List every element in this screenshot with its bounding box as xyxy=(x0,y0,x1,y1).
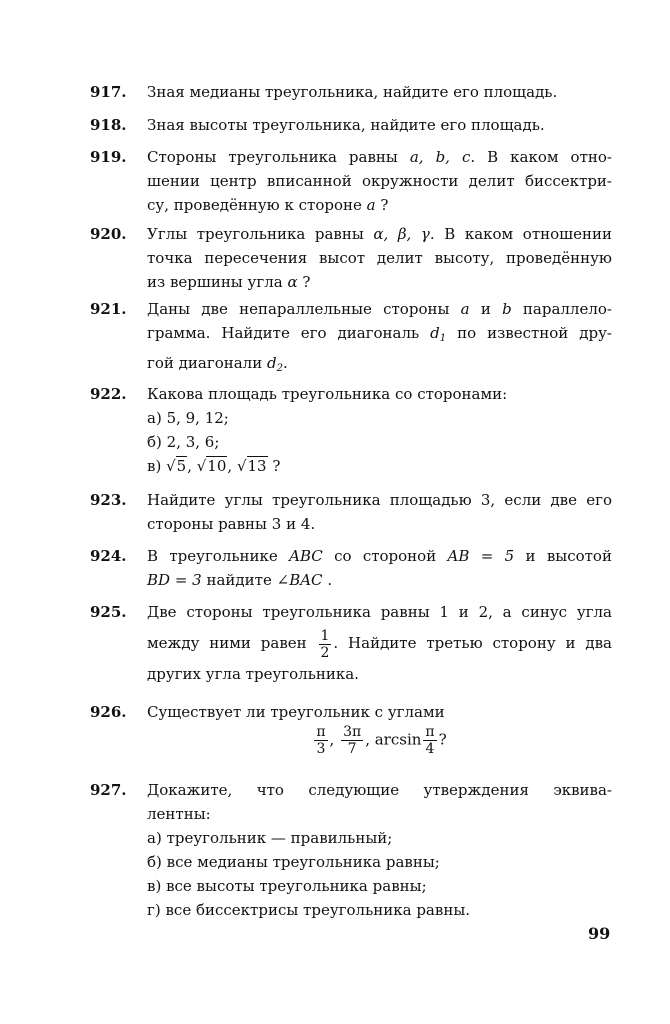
problem-text: Зная высоты треугольника, найдите его площадь. xyxy=(147,116,545,134)
text: су, проведённую к стороне xyxy=(147,196,362,214)
radicand: 10 xyxy=(207,457,227,475)
problem-number: 925. xyxy=(90,603,127,621)
problem-921 xyxy=(90,297,612,381)
problem-number: 921. xyxy=(90,300,127,318)
problem-925 xyxy=(90,600,612,686)
math-expr: ∠BAC xyxy=(276,571,323,589)
problem-text-line xyxy=(147,145,612,169)
problem-text-line xyxy=(147,544,612,568)
sub-item: г) все биссектрисы треугольника равны. xyxy=(147,901,471,919)
problem-926 xyxy=(90,700,612,757)
problem-922 xyxy=(90,382,612,478)
text: . Найдите третью сторону и два xyxy=(333,634,612,652)
problem-number: 919. xyxy=(90,148,127,166)
problem-text-line xyxy=(147,222,612,246)
problem-924 xyxy=(90,544,612,592)
problem-text-line: Две стороны треугольника равны 1 и 2, а синус угла xyxy=(147,603,612,621)
problem-text-line xyxy=(147,568,612,592)
text: найдите xyxy=(206,571,272,589)
problem-number: 918. xyxy=(90,116,127,134)
math-var: b xyxy=(502,300,512,318)
radicand: 13 xyxy=(247,457,267,475)
text: ? xyxy=(438,730,447,749)
text: В треугольнике xyxy=(147,547,278,565)
text: Стороны треугольника равны xyxy=(147,148,398,166)
problem-number: 923. xyxy=(90,491,127,509)
formula-line: $\frac{\pi}{3}$ , $\frac{3\pi}{7}$ , arcsin $\frac{\pi}{4}$ ? xyxy=(316,724,447,757)
page-number: 99 xyxy=(588,924,611,943)
text: гой диагонали xyxy=(147,354,263,372)
problem-917 xyxy=(90,80,612,104)
numerator: π xyxy=(425,724,435,740)
text: из вершины угла xyxy=(147,273,283,291)
problem-920 xyxy=(90,222,612,294)
sub-item: в) все высоты треугольника равны; xyxy=(147,877,427,895)
math-expr: AB = 5 xyxy=(447,547,515,565)
subscript: 1 xyxy=(439,333,447,344)
numerator: 1 xyxy=(320,627,330,644)
text: . В каком отношении xyxy=(429,225,612,243)
problem-text: Зная медианы треугольника, найдите его площадь. xyxy=(147,83,558,101)
problem-text-line: Найдите углы треугольника площадью 3, если две его xyxy=(147,491,612,509)
text: . xyxy=(327,571,333,589)
text: параллело- xyxy=(522,300,612,318)
problem-text-line xyxy=(147,193,612,217)
problem-text-line xyxy=(147,351,612,381)
sub-item: в) √5, √10, √13 ? xyxy=(147,457,281,475)
sub-item: б) 2, 3, 6; xyxy=(147,433,220,451)
math-var: a xyxy=(460,300,470,318)
fraction xyxy=(314,724,327,757)
math-var xyxy=(430,324,446,342)
problem-text-line: точка пересечения высот делит высоту, проведённую xyxy=(147,249,612,267)
problem-number: 926. xyxy=(90,703,127,721)
text: по известной дру- xyxy=(457,324,612,342)
problem-number: 917. xyxy=(90,83,127,101)
function-name: arcsin xyxy=(374,730,422,749)
fraction xyxy=(319,628,332,661)
denominator: 4 xyxy=(425,741,435,757)
radicand: 5 xyxy=(176,457,187,475)
text: грамма. Найдите его диагональ xyxy=(147,324,420,342)
problem-text-line xyxy=(147,624,612,662)
math-var: α xyxy=(287,273,298,291)
problem-text-line: стороны равны 3 и 4. xyxy=(147,515,316,533)
denominator: 3 xyxy=(316,741,326,757)
text: ? xyxy=(302,273,311,291)
math-var xyxy=(267,354,283,372)
problem-number: 920. xyxy=(90,225,127,243)
sub-item: б) все медианы треугольника равны; xyxy=(147,853,440,871)
math-vars: a, b, c xyxy=(409,148,471,166)
diag-symbol: d xyxy=(430,324,440,342)
diag-symbol: d xyxy=(266,354,277,372)
math-expr: BD = 3 xyxy=(147,571,202,589)
numerator: 3π xyxy=(343,724,362,740)
text: между ними равен xyxy=(147,634,307,652)
text: ? xyxy=(272,457,281,475)
problem-text-line: шении центр вписанной окружности делит биссектри- xyxy=(147,172,612,190)
fraction xyxy=(341,724,363,757)
sub-item: а) 5, 9, 12; xyxy=(147,409,229,427)
problem-923 xyxy=(90,488,612,536)
math-expr: ABC xyxy=(289,547,323,565)
text: . xyxy=(282,354,288,372)
text: и xyxy=(480,300,491,318)
numerator: π xyxy=(316,724,326,740)
problem-number: 922. xyxy=(90,385,127,403)
item-label: в) xyxy=(147,457,162,475)
problem-text-line: Докажите, что следующие утверждения эквива- xyxy=(147,781,612,799)
sqrt: √5 xyxy=(166,457,187,475)
text: Даны две непараллельные стороны xyxy=(147,300,450,318)
denominator: 2 xyxy=(320,644,330,661)
math-vars: α, β, γ xyxy=(373,225,430,243)
problem-918 xyxy=(90,113,612,137)
problem-text-line xyxy=(147,321,612,351)
text: со стороной xyxy=(334,547,437,565)
math-var: a xyxy=(366,196,376,214)
text: и высотой xyxy=(525,547,612,565)
fraction xyxy=(423,724,436,757)
problem-text-line xyxy=(147,270,612,294)
problem-text: Какова площадь треугольника со сторонами: xyxy=(147,385,508,403)
subscript: 2 xyxy=(276,363,283,374)
sqrt: √10 xyxy=(196,457,227,475)
problem-text-line: лентны: xyxy=(147,805,211,823)
problem-927 xyxy=(90,778,612,922)
text: . В каком отно- xyxy=(470,148,612,166)
problem-text-line: Существует ли треугольник с углами xyxy=(147,703,445,721)
problem-number: 924. xyxy=(90,547,127,565)
text: Углы треугольника равны xyxy=(147,225,364,243)
problem-number: 927. xyxy=(90,781,127,799)
text: ? xyxy=(380,196,389,214)
sqrt: √13 xyxy=(236,457,267,475)
denominator: 7 xyxy=(347,741,357,757)
problem-text-line: других угла треугольника. xyxy=(147,665,359,683)
problem-text-line xyxy=(147,297,612,321)
sub-item: а) треугольник — правильный; xyxy=(147,829,393,847)
problem-919 xyxy=(90,145,612,217)
